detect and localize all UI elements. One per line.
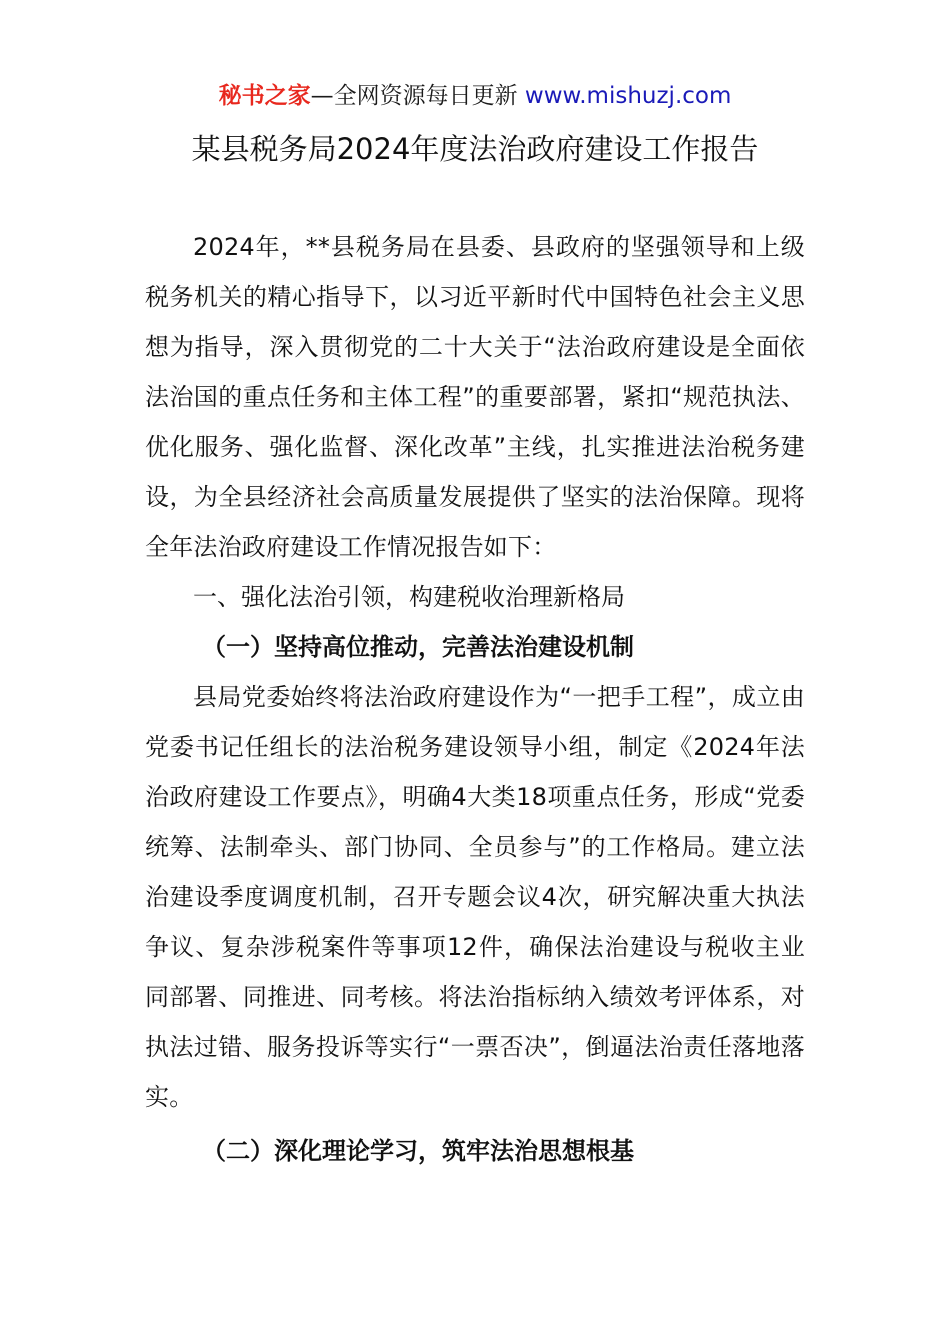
subsection-paragraph-1: 县局党委始终将法治政府建设作为“一把手工程”，成立由党委书记任组长的法治税务建设领导小组，制定《2024年法治政府建设工作要点》，明确4大类18项重点任务，形成“党委统筹、法制牵头、部门协同、全员参与”的工作格局。建立法治建设季度调度机制，召开专题会议4次，研究解决重大执法争议、复杂涉税案件等事项12件，确保法治建设与税收主业同部署、同推进、同考核。将法治指标纳入绩效考评体系，对执法过错、服务投诉等实行“一票否决”，倒逼法治责任落地落实。 [145, 683, 805, 1111]
site-banner [0, 80, 950, 112]
site-url-link[interactable]: www.mishuzj.com [524, 83, 732, 109]
document-body [145, 222, 805, 1176]
subsection-heading-1: （一）坚持高位推动，完善法治建设机制 [202, 633, 634, 661]
intro-paragraph: 2024年，**县税务局在县委、县政府的坚强领导和上级税务机关的精心指导下，以习近平新时代中国特色社会主义思想为指导，深入贯彻党的二十大关于“法治政府建设是全面依法治国的重点任务和主体工程”的重要部署，紧扣“规范执法、优化服务、强化监督、深化改革”主线，扎实推进法治税务建设，为全县经济社会高质量发展提供了坚实的法治保障。现将全年法治政府建设工作情况报告如下： [145, 233, 805, 561]
section-heading-1: 一、强化法治引领，构建税收治理新格局 [193, 583, 625, 611]
document-title: 某县税务局2024年度法治政府建设工作报告 [191, 132, 759, 166]
site-tagline: —全网资源每日更新 [310, 83, 525, 109]
subsection-heading-2: （二）深化理论学习，筑牢法治思想根基 [202, 1137, 634, 1165]
site-brand: 秘书之家 [218, 83, 311, 109]
